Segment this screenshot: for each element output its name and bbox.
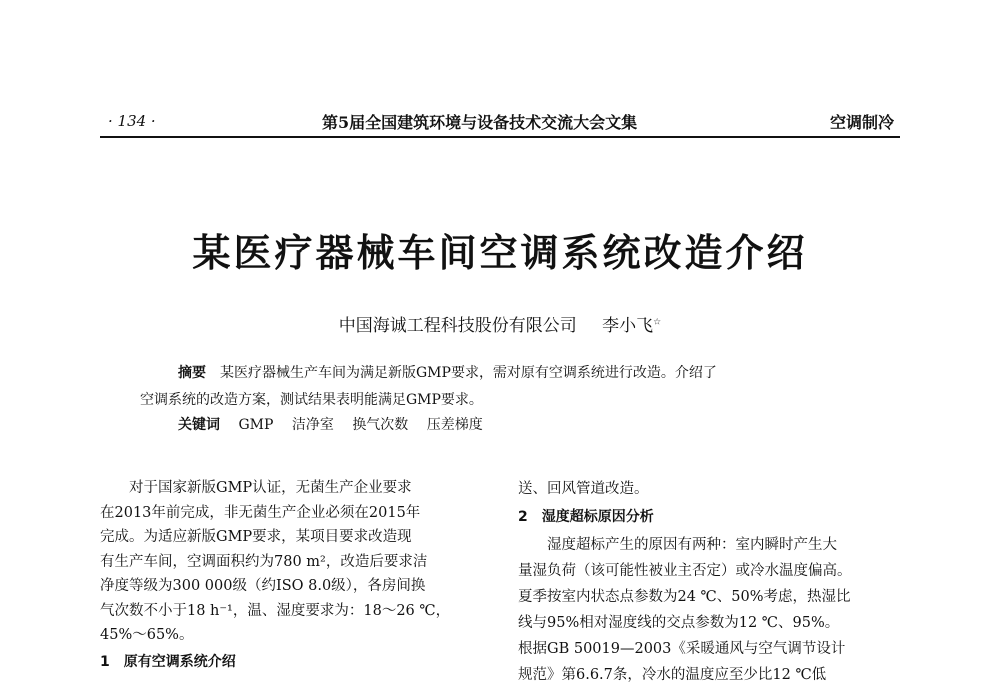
body-line: 气次数不小于18 h⁻¹，温、湿度要求为：18～26 ℃， xyxy=(100,602,451,619)
abstract-line-2: 空调系统的改造方案，测试结果表明能满足GMP要求。 xyxy=(140,392,483,408)
author-footnote-mark: ☆ xyxy=(653,317,662,328)
section-number: 2 xyxy=(518,509,528,525)
body-line: 完成。为适应新版GMP要求，某项目要求改造现 xyxy=(100,529,412,545)
keyword: GMP xyxy=(238,417,274,433)
body-line: 在2013年前完成，非无菌生产企业必须在2015年 xyxy=(100,504,421,521)
abstract xyxy=(140,360,880,414)
keyword: 换气次数 xyxy=(352,417,409,433)
body-line: 45%～65%。 xyxy=(100,627,194,643)
keywords xyxy=(178,414,497,434)
body-line: 有生产车间，空调面积约为780 m²，改造后要求洁 xyxy=(100,553,428,570)
section-name: 空调制冷 xyxy=(829,113,894,132)
author-name: 李小飞 xyxy=(602,316,654,336)
body-line: 湿度超标产生的原因有两种：室内瞬时产生大 xyxy=(547,537,837,553)
abstract-text-1: 某医疗器械生产车间为满足新版GMP要求，需对原有空调系统进行改造。介绍了 xyxy=(220,365,717,381)
keyword: 洁净室 xyxy=(291,417,334,433)
running-header xyxy=(100,108,900,134)
abstract-line-1 xyxy=(140,360,880,387)
body-line: 根据GB 50019—2003《采暖通风与空气调节设计 xyxy=(518,641,846,657)
body-line: 线与95%相对湿度线的交点参数为12 ℃、95%。 xyxy=(518,615,840,631)
body-line: 送、回风管道改造。 xyxy=(518,481,649,497)
journal-title: 第5届全国建筑环境与设备技术交流大会文集 xyxy=(322,113,638,132)
keyword: 压差梯度 xyxy=(426,417,483,433)
body-line: 净度等级为300 000级（约ISO 8.0级），各房间换 xyxy=(100,578,426,594)
left-column xyxy=(100,476,490,676)
page-number: · 134 · xyxy=(108,112,156,130)
body-line: 夏季按室内状态点参数为24 ℃、50%考虑，热湿比 xyxy=(518,589,851,605)
right-column xyxy=(518,476,908,688)
keywords-label: 关键词 xyxy=(178,417,220,433)
body-line: 量湿负荷（该可能性被业主否定）或冷水温度偏高。 xyxy=(518,563,852,579)
body-line: 对于国家新版GMP认证，无菌生产企业要求 xyxy=(129,480,412,496)
abstract-label: 摘要 xyxy=(178,365,206,381)
paper-title: 某医疗器械车间空调系统改造介绍 xyxy=(192,230,808,275)
section-title: 原有空调系统介绍 xyxy=(123,653,236,670)
section-number: 1 xyxy=(100,653,110,670)
section-title: 湿度超标原因分析 xyxy=(541,509,654,525)
affiliation: 中国海诚工程科技股份有限公司 xyxy=(338,316,577,336)
body-line: 规范》第6.6.7条，冷水的温度应至少比12 ℃低 xyxy=(518,667,827,683)
section-heading-1 xyxy=(100,650,490,675)
section-heading-2 xyxy=(518,504,908,530)
author-line xyxy=(0,311,1000,336)
header-rule xyxy=(100,136,900,138)
